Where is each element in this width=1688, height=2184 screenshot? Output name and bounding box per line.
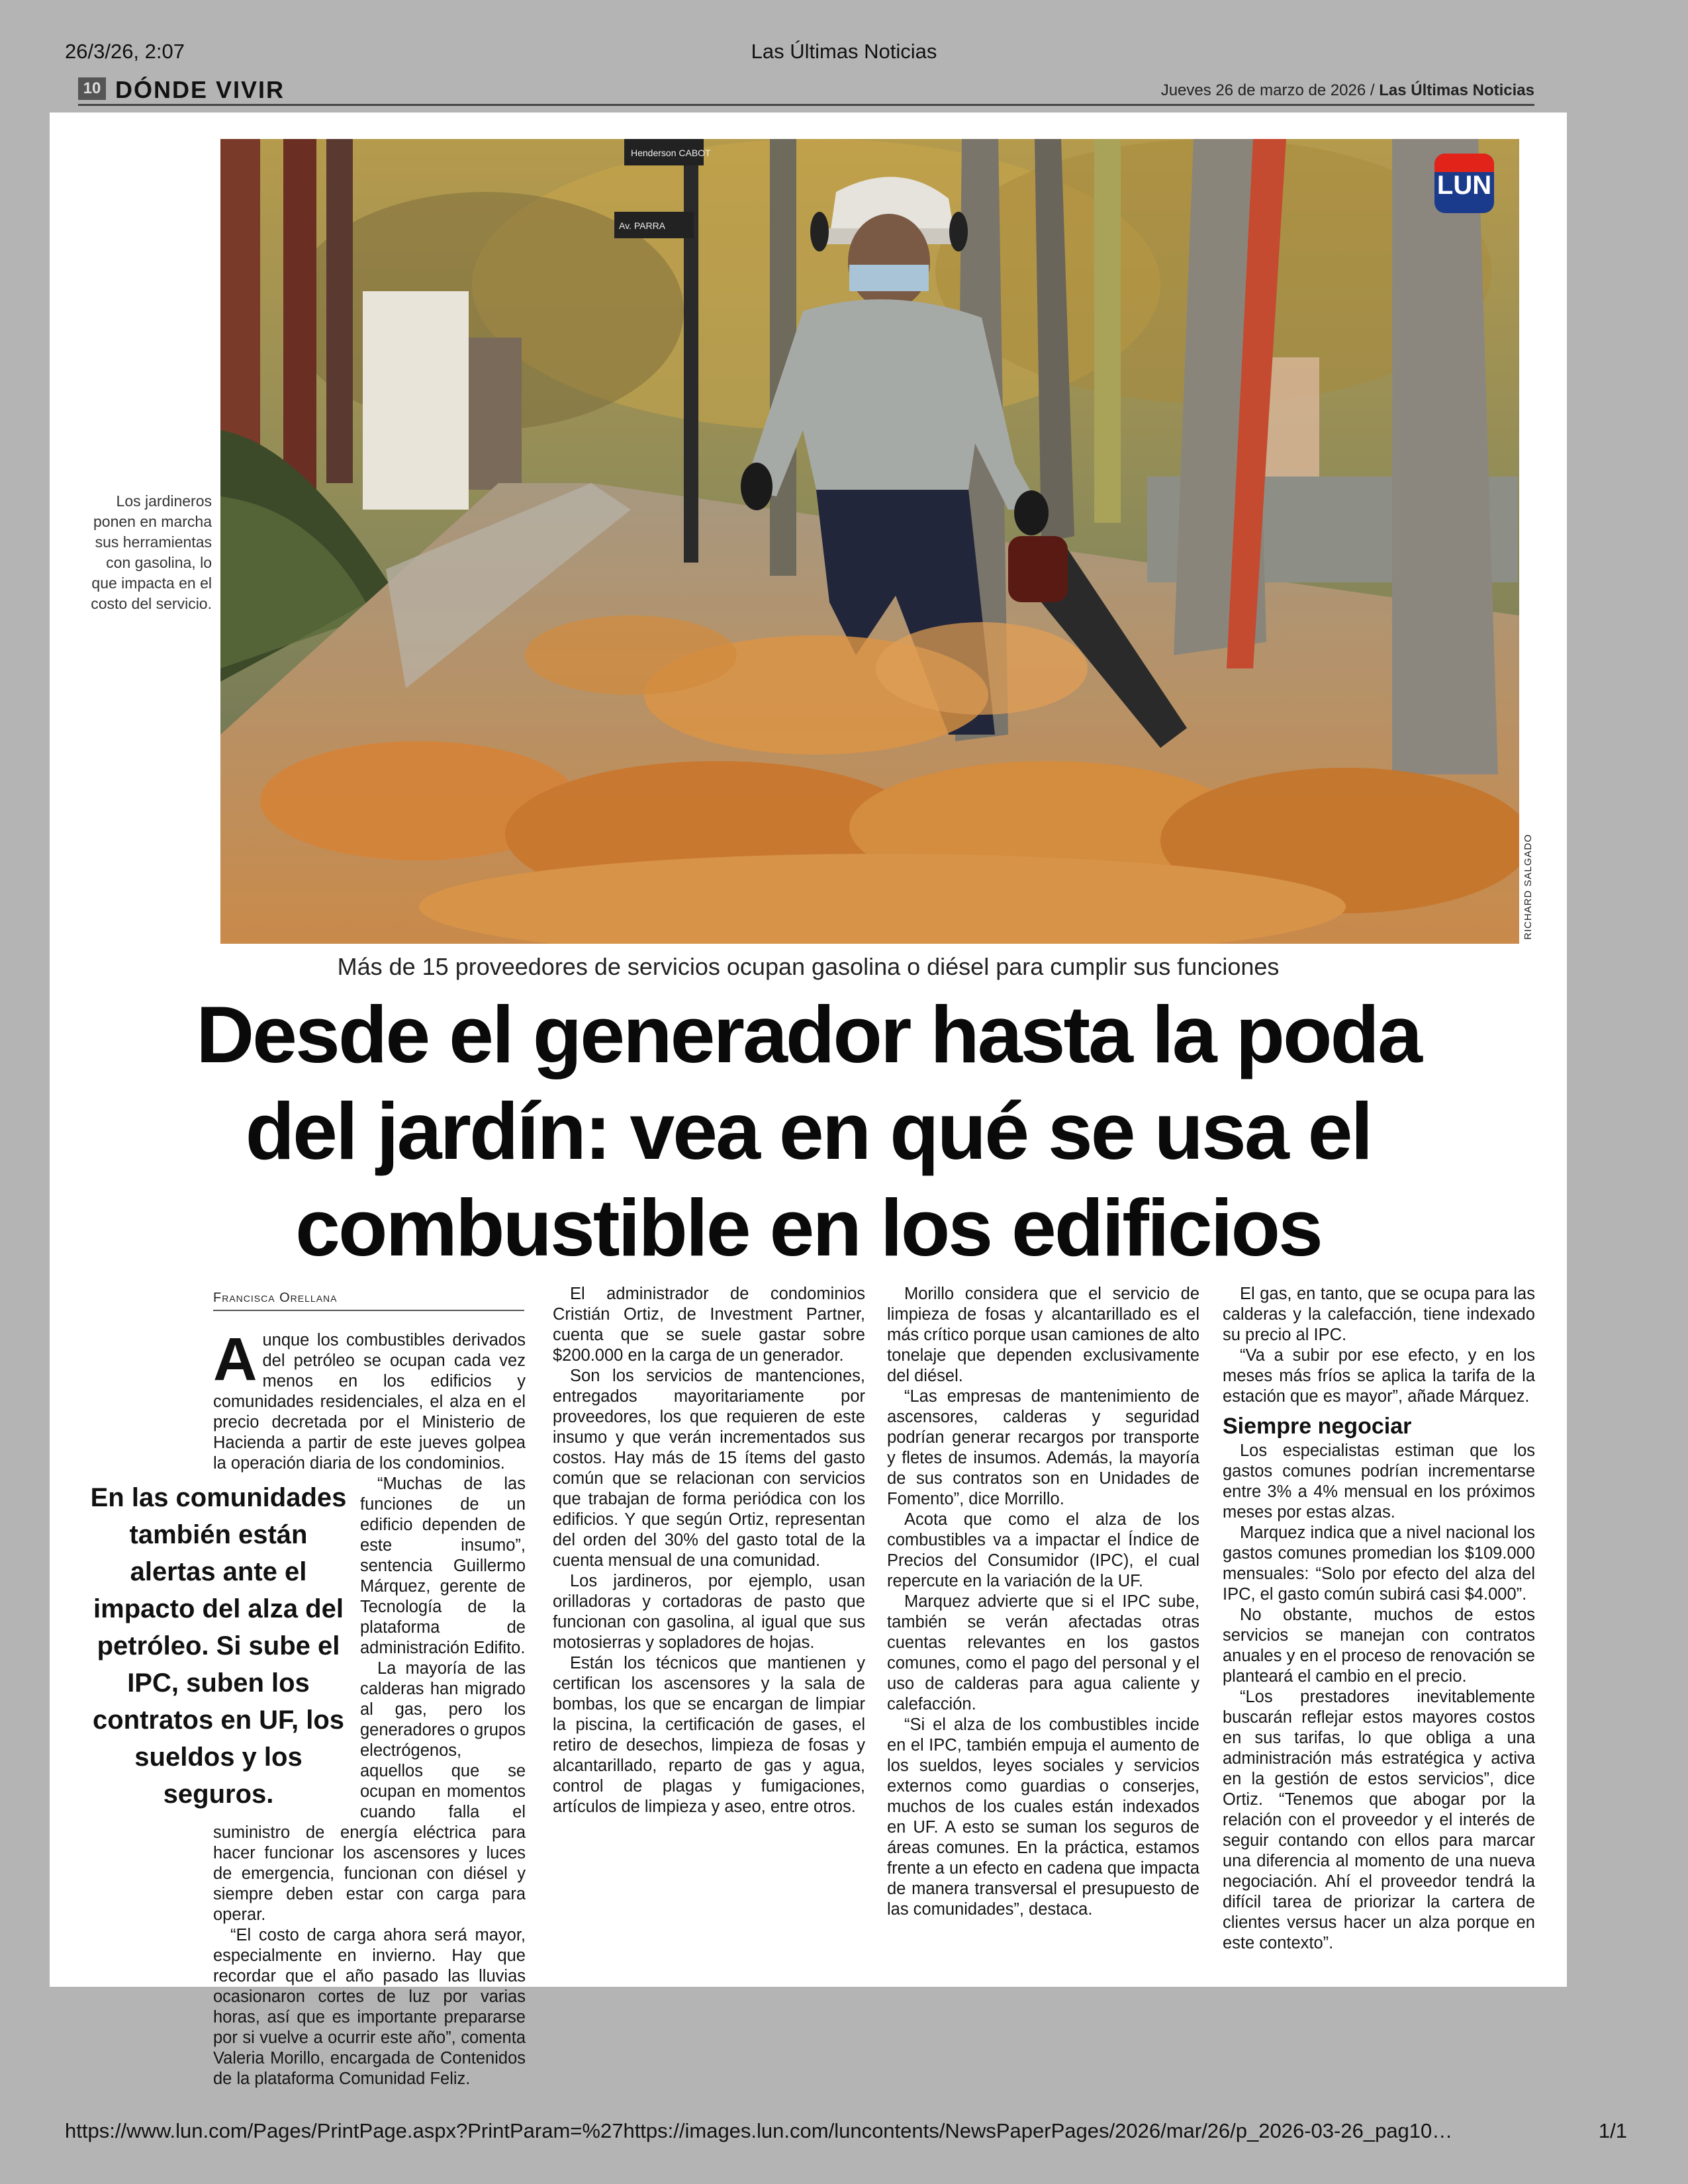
street-sign-2: Av. PARRA: [619, 220, 666, 231]
paragraph-11: Acota que como el alza de los combustibles va a impactar el Índice de Precios del Consumidor (IPC), el cual repercute en la variación de la UF.: [887, 1510, 1199, 1590]
article-column-2: [553, 1284, 865, 1817]
headline-line-2: del jardín: vea en qué se usa el: [245, 1086, 1372, 1176]
paragraph-6: Son los servicios de mantenciones, entregados mayoritariamente por proveedores, los que requieren de este insumo y que verán incrementados sus costos. Hay más de 15 ítems del gasto común que se relacionan con servicios que trabajan de forma periódica con los edificios. Y que según Ortiz, representan del orden del 30% del gasto total de la cuenta mensual de una comunidad.: [553, 1367, 865, 1570]
paragraph-16: Los especialistas estiman que los gastos comunes podrían incrementarse entre 3% a 4% mensual en los próximos meses por estas alzas.: [1223, 1441, 1535, 1522]
paragraph-1-text: unque los combustibles derivados del petróleo se ocupan cada vez menos en los edificios y comunidades residenciales, el alza en el precio decretada por el Ministerio de Hacienda a partir de este jueves golpea la operación diaria de los condominios.: [213, 1331, 526, 1473]
print-datetime: 26/3/26, 2:07: [65, 40, 185, 63]
issue-date: Jueves 26 de marzo de 2026: [1160, 81, 1366, 99]
paragraph-3: La mayoría de las calderas han migrado al gas, pero los generadores o grupos electrógenos, aquellos que se ocupan en momentos cuando falla el suministro de energía eléctrica para hacer funcionar los ascensores y luces de emergencia, funcionan con diésel y siempre deben estar con carga para operar.: [213, 1659, 526, 1924]
dateline: [1161, 81, 1534, 100]
paragraph-10: “Las empresas de mantenimiento de ascensores, calderas y seguridad podrían generar recargos por transporte y fletes de insumos. Además, la mayoría de sus contratos son en Unidades de Fomento”, dice Morrillo.: [887, 1387, 1199, 1508]
lun-logo: [1434, 154, 1494, 213]
photo-credit: RICHARD SALGADO: [1523, 833, 1534, 940]
photo-caption: Los jardineros ponen en marcha sus herramientas con gasolina, lo que impacta en el costo del servicio.: [91, 492, 212, 612]
paragraph-9: Morillo considera que el servicio de limpieza de fosas y alcantarillado es el más crítico porque usan camiones de alto tonelaje que dependen exclusivamente del diésel.: [887, 1285, 1199, 1385]
pull-quote: En las comunidades también están alertas ante el impacto del alza del petróleo. Si sube el IPC, suben los contratos en UF, los sueldos y los seguros.: [90, 1483, 347, 1809]
article-column-3: [887, 1284, 1199, 1920]
paragraph-18: No obstante, muchos de estos servicios se manejan con contratos anuales y en el proceso de renovación se planteará el cambio en el precio.: [1223, 1606, 1535, 1686]
article-photo: [220, 139, 1519, 944]
print-page-count: 1/1: [1598, 2119, 1627, 2142]
article-column-1: [90, 1326, 526, 2089]
paragraph-4: “El costo de carga ahora será mayor, especialmente en invierno. Hay que recordar que el año pasado las lluvias ocasionaron cortes de luz por varias horas, así que es importante prepararse por si vuelve a ocurrir este año”, comenta Valeria Morillo, encargada de Contenidos de la plataforma Comunidad Feliz.: [213, 1926, 526, 2088]
paragraph-5: El administrador de condominios Cristián Ortiz, de Investment Partner, cuenta que se suele gastar sobre $200.000 en la carga de un generador.: [553, 1285, 865, 1365]
paragraph-8: Están los técnicos que mantienen y certifican los ascensores y la sala de bombas, los que se encargan de limpiar la piscina, la certificación de gases, el retiro de desechos, limpieza de fosas y alcantarillado, reparto de gas y agua, control de plagas y fumigaciones, artículos de limpieza y aseo, entre otros.: [553, 1654, 865, 1816]
paragraph-7: Los jardineros, por ejemplo, usan orilladoras y cortadoras de pasto que funcionan con gasolina, al igual que sus motosierras y sopladores de hojas.: [553, 1572, 865, 1652]
print-header: [0, 40, 1688, 73]
article-subhead: Siempre negociar: [1223, 1414, 1412, 1439]
paragraph-14: El gas, en tanto, que se ocupa para las calderas y la calefacción, tiene indexado su precio al IPC.: [1223, 1285, 1535, 1344]
page-number: 10: [78, 77, 106, 100]
article-column-4: [1223, 1284, 1535, 1954]
paragraph-12: Marquez advierte que si el IPC sube, también se verán afectadas otras cuentas relevantes en los gastos comunes, como el pago del personal y el uso de calderas para agua caliente y calefacción.: [887, 1592, 1199, 1713]
print-url: https://www.lun.com/Pages/PrintPage.aspx?PrintParam=%27https://images.lun.com/luncontents/NewsPaperPages/2026/mar/26/p_2026-03-26_pag10…: [65, 2119, 1453, 2142]
paragraph-1: [213, 1326, 526, 1474]
paragraph-13: “Si el alza de los combustibles incide en el IPC, también empuja el aumento de los sueldos, leyes sociales y servicios externos como guardias o conserjes, muchos de los cuales están indexados en UF. A esto se suman los seguros de áreas comunes. En la práctica, estamos frente a un efecto en cadena que impacta de manera transversal el presupuesto de las comunidades”, destaca.: [887, 1715, 1199, 1919]
street-sign-1: Henderson CABOT: [631, 148, 711, 158]
dateline-separator: /: [1370, 81, 1375, 99]
paragraph-2: “Muchas de las funciones de un edificio dependen de este insumo”, sentencia Guillermo Márquez, gerente de Tecnología de la plataforma de administración Edifito.: [360, 1475, 526, 1657]
article-byline: [213, 1291, 524, 1311]
headline-line-1: Desde el generador hasta la poda: [196, 989, 1421, 1079]
article-headline: [50, 986, 1567, 1276]
print-page-title: Las Últimas Noticias: [751, 40, 937, 63]
section-bar: [78, 76, 1534, 106]
paragraph-15: “Va a subir por ese efecto, y en los meses más fríos se aplica la tarifa de la estación que es mayor”, añade Márquez.: [1223, 1346, 1535, 1406]
lun-logo-text: LUN: [1436, 171, 1492, 200]
byline-text: Francisca Orellana: [213, 1291, 338, 1305]
paragraph-17: Marquez indica que a nivel nacional los gastos comunes promedian los $109.000 mensuales: “Solo por efecto del alza del IPC, el gasto común subirá casi $4.000”.: [1223, 1524, 1535, 1604]
newspaper-name: Las Últimas Noticias: [1379, 81, 1534, 99]
paragraph-19: “Los prestadores inevitablemente buscarán reflejar estos mayores costos en sus tarifas, lo que obliga a una administración más estratégica y activa en la gestión de estos servicios”, dice Ortiz. “Tenemos que abogar por la relación con el proveedor y el interés de seguir contando con ellos para marcar una diferencia al momento de una nueva negociación. Ahí el proveedor tendrá la difícil tarea de priorizar la cartera de clientes versus hacer un alza porque en este contexto”.: [1223, 1688, 1535, 1952]
drop-cap: A: [213, 1326, 258, 1393]
article-kicker: Más de 15 proveedores de servicios ocupan gasolina o diésel para cumplir sus funciones: [337, 953, 1280, 980]
newspaper-page: [50, 113, 1567, 2088]
headline-line-3: combustible en los edificios: [295, 1183, 1321, 1273]
gardener-leaf-blower-photo: [220, 139, 1519, 944]
section-name: DÓNDE VIVIR: [115, 76, 285, 103]
